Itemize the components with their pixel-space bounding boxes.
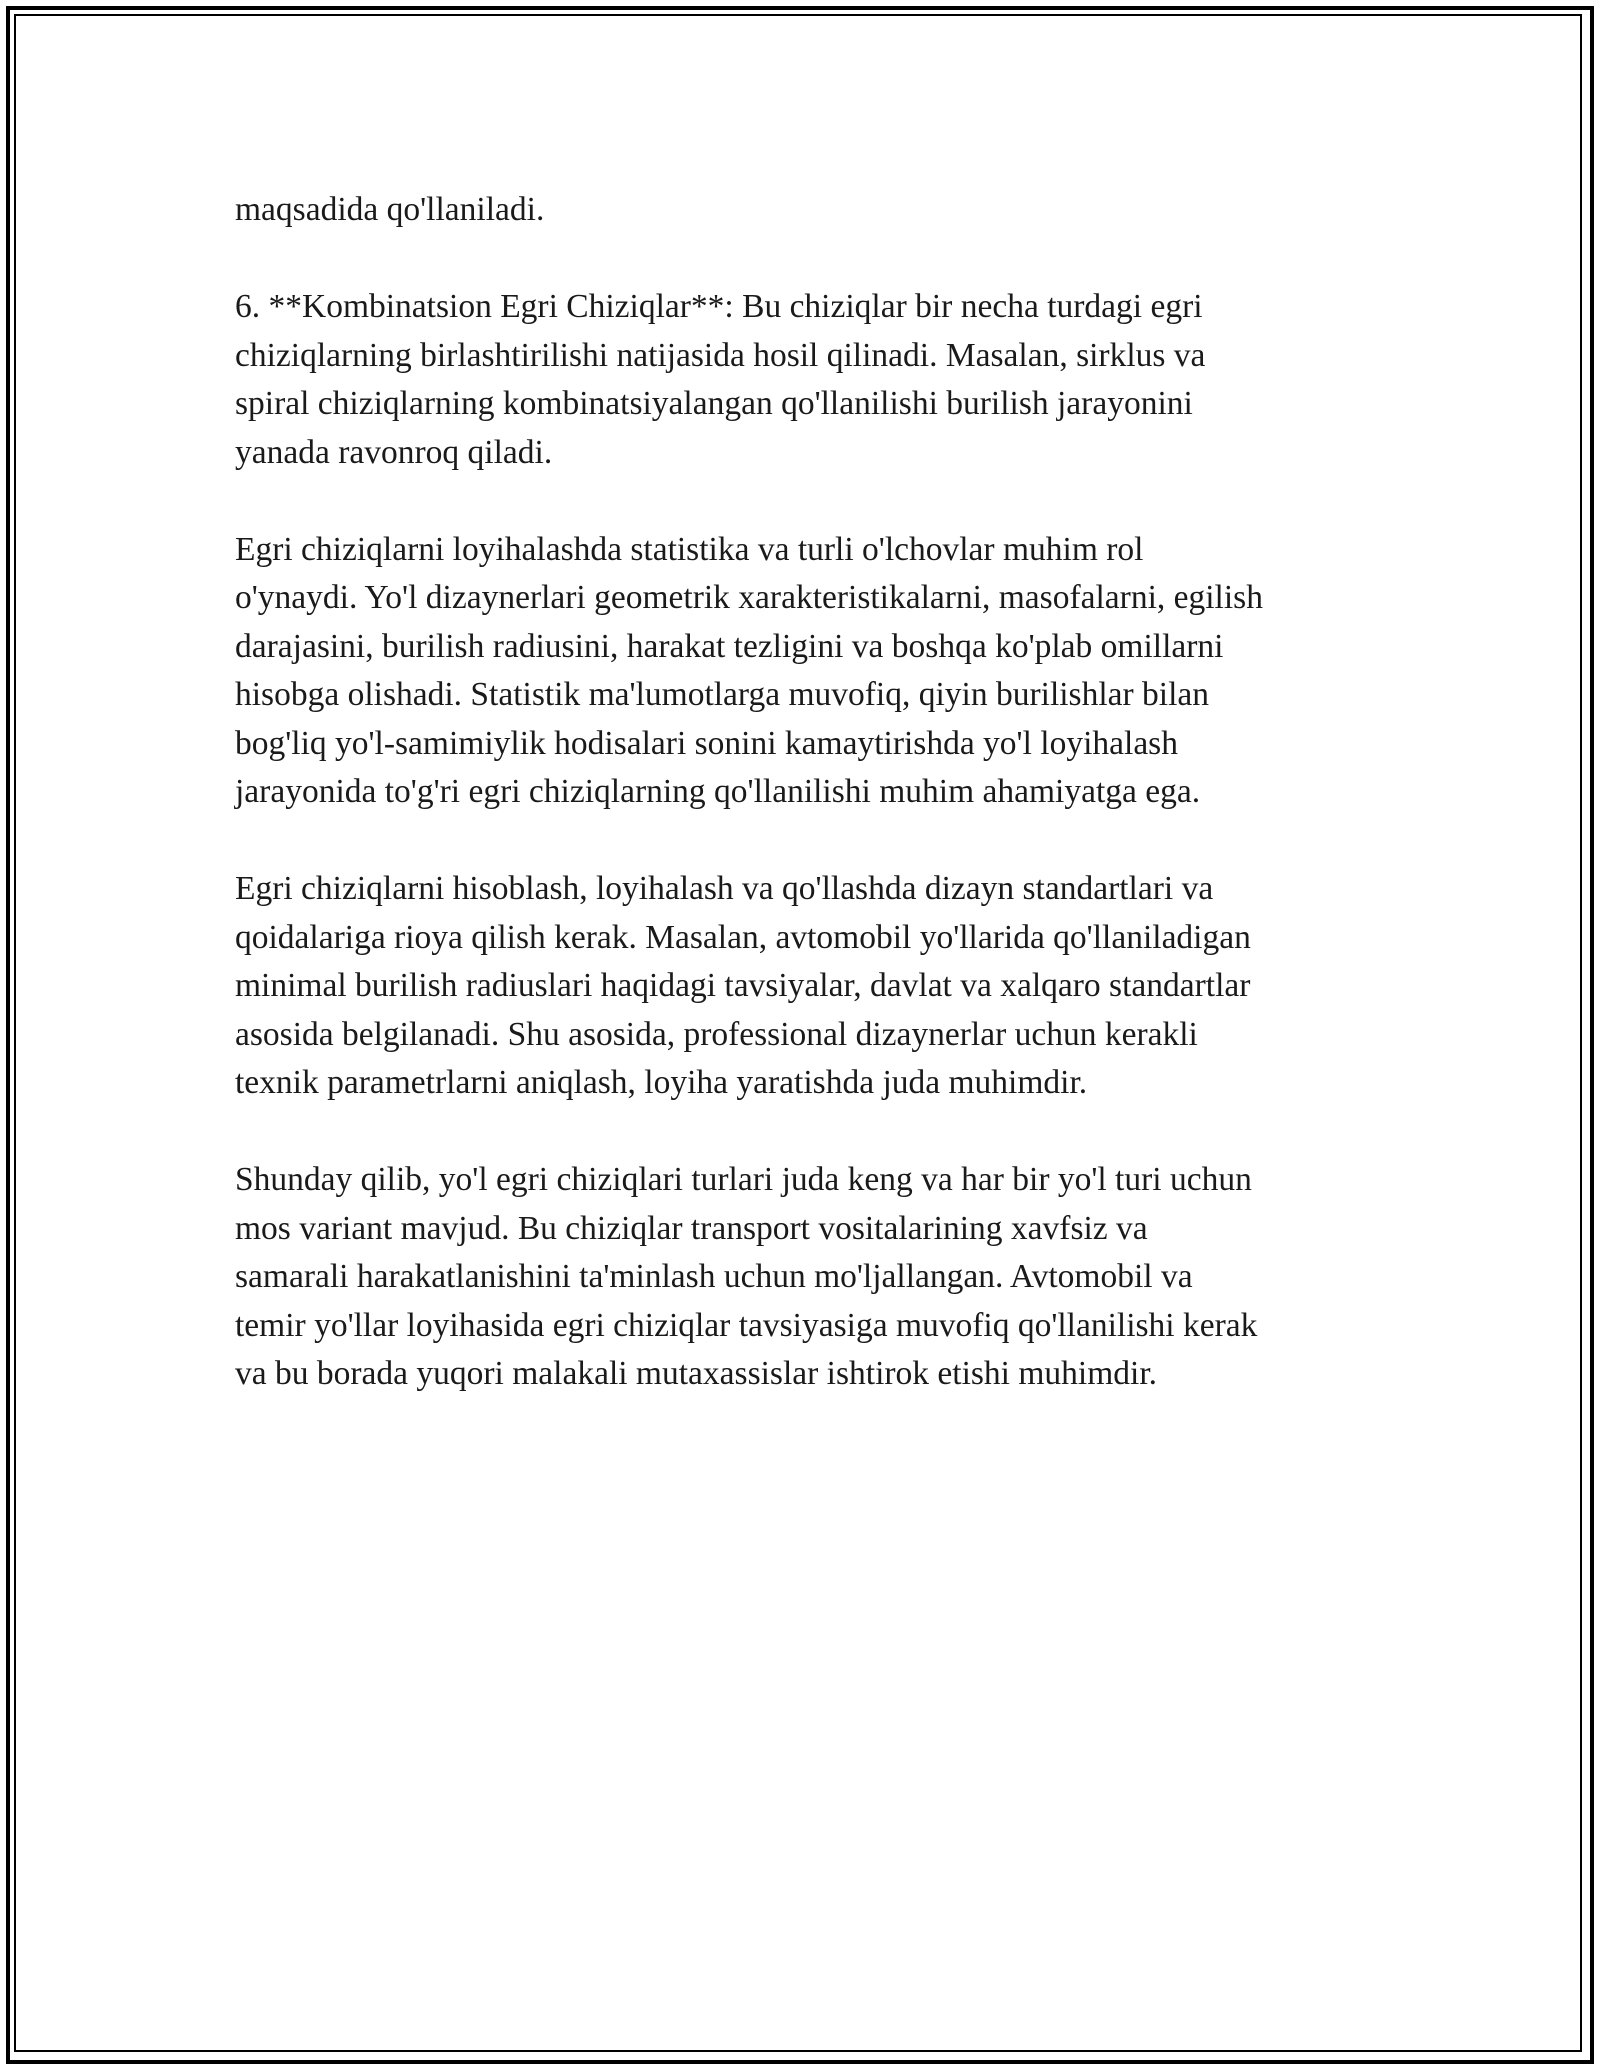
text-line: jarayonida to'g'ri egri chiziqlarning qo'llanilishi muhim ahamiyatga ega. — [235, 773, 1201, 810]
text-line: Egri chiziqlarni hisoblash, loyihalash va qo'llashda dizayn standartlari va — [235, 870, 1214, 907]
text-line: bog'liq yo'l-samimiylik hodisalari sonini kamaytirishda yo'l loyihalash — [235, 724, 1178, 762]
text-line: samarali harakatlanishini ta'minlash uchun mo'ljallangan. Avtomobil va — [235, 1258, 1193, 1295]
paragraph-conclusion — [235, 1156, 1385, 1399]
text-line: texnik parametrlarni aniqlash, loyiha yaratishda juda muhimdir. — [235, 1064, 1088, 1101]
text-line: mos variant mavjud. Bu chiziqlar transport vositalarining xavfsiz va — [235, 1209, 1148, 1247]
text-line: darajasini, burilish radiusini, harakat tezligini va boshqa ko'plab omillarni — [235, 627, 1224, 665]
text-line: spiral chiziqlarning kombinatsiyalangan qo'llanilishi burilish jarayonini — [235, 385, 1193, 422]
text-line: yanada ravonroq qiladi. — [235, 433, 553, 471]
text-line: 6. **Kombinatsion Egri Chiziqlar**: Bu chiziqlar bir necha turdagi egri — [235, 288, 1203, 325]
text-line: Egri chiziqlarni loyihalashda statistika va turli o'lchovlar muhim rol — [235, 530, 1144, 568]
text-line: chiziqlarning birlashtirilishi natijasida hosil qilinadi. Masalan, sirklus va — [235, 336, 1206, 374]
text-line: maqsadida qo'llaniladi. — [235, 191, 545, 228]
paragraph-combination-curves — [235, 283, 1385, 477]
text-line: minimal burilish radiuslari haqidagi tavsiyalar, davlat va xalqaro standartlar — [235, 967, 1251, 1004]
paragraph-standards — [235, 865, 1385, 1108]
paragraph-continuation — [235, 186, 1385, 235]
text-line: qoidalariga rioya qilish kerak. Masalan, avtomobil yo'llarida qo'llaniladigan — [235, 918, 1251, 956]
paragraph-statistics — [235, 526, 1385, 817]
text-line: temir yo'llar loyihasida egri chiziqlar tavsiyasiga muvofiq qo'llanilishi kerak — [235, 1306, 1258, 1344]
text-line: o'ynaydi. Yo'l dizaynerlari geometrik xarakteristikalarni, masofalarni, egilish — [235, 579, 1263, 616]
document-body — [235, 186, 1385, 1447]
text-line: asosida belgilanadi. Shu asosida, professional dizaynerlar uchun kerakli — [235, 1015, 1198, 1053]
text-line: hisobga olishadi. Statistik ma'lumotlarga muvofiq, qiyin burilishlar bilan — [235, 676, 1210, 713]
text-line: va bu borada yuqori malakali mutaxassislar ishtirok etishi muhimdir. — [235, 1355, 1158, 1392]
text-line: Shunday qilib, yo'l egri chiziqlari turlari juda keng va har bir yo'l turi uchun — [235, 1161, 1252, 1198]
